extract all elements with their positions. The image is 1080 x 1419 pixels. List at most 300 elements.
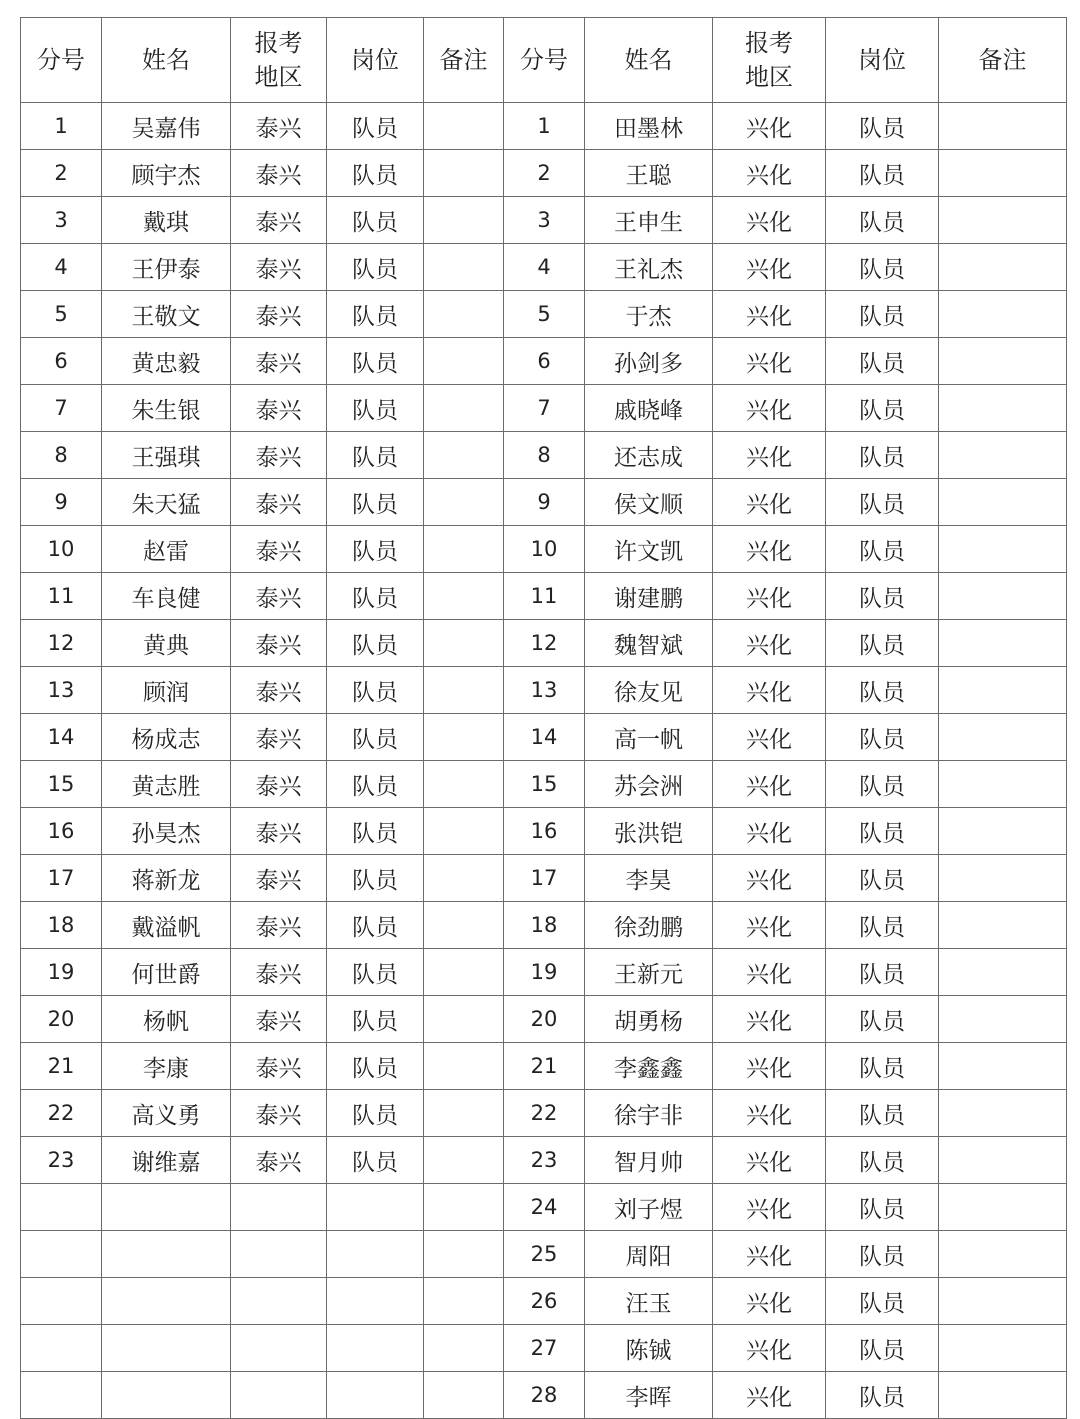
right-note-cell — [939, 1231, 1067, 1278]
left-post-cell: 队员 — [327, 620, 424, 667]
left-no-cell — [21, 1325, 102, 1372]
right-note-cell — [939, 103, 1067, 150]
right-no-cell: 11 — [504, 573, 585, 620]
right-no-cell: 9 — [504, 479, 585, 526]
left-no-cell — [21, 1372, 102, 1419]
left-name-cell: 赵雷 — [102, 526, 231, 573]
left-name-cell: 高义勇 — [102, 1090, 231, 1137]
right-name-cell: 许文凯 — [585, 526, 713, 573]
right-post-cell: 队员 — [826, 526, 939, 573]
left-region-cell: 泰兴 — [231, 479, 327, 526]
left-no-cell: 22 — [21, 1090, 102, 1137]
table-row — [21, 1090, 1067, 1137]
left-note-cell — [424, 996, 504, 1043]
right-region-cell: 兴化 — [713, 573, 826, 620]
header-left-note: 备注 — [424, 18, 504, 103]
header-right-note: 备注 — [939, 18, 1067, 103]
header-row — [21, 18, 1067, 103]
right-name-cell: 戚晓峰 — [585, 385, 713, 432]
right-note-cell — [939, 902, 1067, 949]
left-note-cell — [424, 526, 504, 573]
left-name-cell: 车良健 — [102, 573, 231, 620]
left-note-cell — [424, 902, 504, 949]
left-post-cell: 队员 — [327, 667, 424, 714]
table-row — [21, 902, 1067, 949]
right-no-cell: 22 — [504, 1090, 585, 1137]
left-note-cell — [424, 620, 504, 667]
right-no-cell: 10 — [504, 526, 585, 573]
left-no-cell: 4 — [21, 244, 102, 291]
table-row — [21, 150, 1067, 197]
right-note-cell — [939, 855, 1067, 902]
right-region-cell: 兴化 — [713, 150, 826, 197]
table-row — [21, 808, 1067, 855]
left-no-cell: 9 — [21, 479, 102, 526]
header-left-region — [231, 18, 327, 103]
header-right-no: 分号 — [504, 18, 585, 103]
left-note-cell — [424, 1043, 504, 1090]
right-region-cell: 兴化 — [713, 244, 826, 291]
left-post-cell — [327, 1278, 424, 1325]
left-no-cell: 1 — [21, 103, 102, 150]
left-no-cell: 21 — [21, 1043, 102, 1090]
right-post-cell: 队员 — [826, 197, 939, 244]
left-post-cell: 队员 — [327, 338, 424, 385]
header-right-name: 姓名 — [585, 18, 713, 103]
left-region-cell: 泰兴 — [231, 291, 327, 338]
left-region-cell: 泰兴 — [231, 432, 327, 479]
table-row — [21, 385, 1067, 432]
table-row — [21, 291, 1067, 338]
left-post-cell — [327, 1231, 424, 1278]
left-name-cell: 朱生银 — [102, 385, 231, 432]
table-row — [21, 1231, 1067, 1278]
right-post-cell: 队员 — [826, 949, 939, 996]
left-name-cell: 黄典 — [102, 620, 231, 667]
left-note-cell — [424, 1325, 504, 1372]
left-name-cell: 朱天猛 — [102, 479, 231, 526]
left-post-cell: 队员 — [327, 385, 424, 432]
left-no-cell: 23 — [21, 1137, 102, 1184]
right-no-cell: 18 — [504, 902, 585, 949]
left-note-cell — [424, 150, 504, 197]
right-note-cell — [939, 385, 1067, 432]
left-region-cell: 泰兴 — [231, 808, 327, 855]
right-name-cell: 李晖 — [585, 1372, 713, 1419]
left-no-cell: 8 — [21, 432, 102, 479]
right-name-cell: 高一帆 — [585, 714, 713, 761]
right-name-cell: 苏会洲 — [585, 761, 713, 808]
table-row — [21, 714, 1067, 761]
left-post-cell: 队员 — [327, 808, 424, 855]
right-post-cell: 队员 — [826, 902, 939, 949]
right-no-cell: 6 — [504, 338, 585, 385]
left-note-cell — [424, 714, 504, 761]
right-note-cell — [939, 1090, 1067, 1137]
table-row — [21, 855, 1067, 902]
right-post-cell: 队员 — [826, 1231, 939, 1278]
left-region-cell: 泰兴 — [231, 902, 327, 949]
right-post-cell: 队员 — [826, 479, 939, 526]
right-region-cell: 兴化 — [713, 1137, 826, 1184]
table-row — [21, 620, 1067, 667]
left-post-cell: 队员 — [327, 1137, 424, 1184]
right-no-cell: 27 — [504, 1325, 585, 1372]
left-note-cell — [424, 855, 504, 902]
header-left-post: 岗位 — [327, 18, 424, 103]
left-post-cell: 队员 — [327, 855, 424, 902]
right-region-cell: 兴化 — [713, 1090, 826, 1137]
table-row — [21, 1184, 1067, 1231]
left-no-cell: 10 — [21, 526, 102, 573]
left-name-cell — [102, 1278, 231, 1325]
left-region-cell: 泰兴 — [231, 949, 327, 996]
left-post-cell — [327, 1372, 424, 1419]
table-row — [21, 1325, 1067, 1372]
right-post-cell: 队员 — [826, 1090, 939, 1137]
left-post-cell: 队员 — [327, 244, 424, 291]
left-note-cell — [424, 1090, 504, 1137]
left-region-cell: 泰兴 — [231, 1090, 327, 1137]
right-post-cell: 队员 — [826, 667, 939, 714]
table-row — [21, 1137, 1067, 1184]
left-region-cell — [231, 1372, 327, 1419]
right-note-cell — [939, 432, 1067, 479]
left-note-cell — [424, 103, 504, 150]
left-note-cell — [424, 338, 504, 385]
table-row — [21, 526, 1067, 573]
right-name-cell: 田墨林 — [585, 103, 713, 150]
left-post-cell: 队员 — [327, 949, 424, 996]
right-region-cell: 兴化 — [713, 714, 826, 761]
table-row — [21, 573, 1067, 620]
left-post-cell: 队员 — [327, 150, 424, 197]
right-name-cell: 周阳 — [585, 1231, 713, 1278]
right-name-cell: 王新元 — [585, 949, 713, 996]
left-no-cell: 17 — [21, 855, 102, 902]
left-note-cell — [424, 197, 504, 244]
right-region-cell: 兴化 — [713, 197, 826, 244]
right-note-cell — [939, 1043, 1067, 1090]
left-region-cell — [231, 1278, 327, 1325]
left-no-cell: 14 — [21, 714, 102, 761]
left-note-cell — [424, 761, 504, 808]
table-row — [21, 1043, 1067, 1090]
right-region-cell: 兴化 — [713, 385, 826, 432]
left-name-cell: 王伊泰 — [102, 244, 231, 291]
left-post-cell: 队员 — [327, 902, 424, 949]
left-no-cell — [21, 1231, 102, 1278]
table-row — [21, 667, 1067, 714]
right-no-cell: 16 — [504, 808, 585, 855]
left-post-cell: 队员 — [327, 714, 424, 761]
table-row — [21, 996, 1067, 1043]
left-name-cell: 蒋新龙 — [102, 855, 231, 902]
right-no-cell: 15 — [504, 761, 585, 808]
left-region-cell: 泰兴 — [231, 103, 327, 150]
right-note-cell — [939, 1372, 1067, 1419]
header-left-name: 姓名 — [102, 18, 231, 103]
left-name-cell: 戴溢帆 — [102, 902, 231, 949]
left-no-cell: 15 — [21, 761, 102, 808]
table-row — [21, 432, 1067, 479]
left-no-cell: 19 — [21, 949, 102, 996]
left-note-cell — [424, 291, 504, 338]
right-post-cell: 队员 — [826, 1043, 939, 1090]
right-post-cell: 队员 — [826, 291, 939, 338]
left-no-cell: 20 — [21, 996, 102, 1043]
right-no-cell: 21 — [504, 1043, 585, 1090]
right-post-cell: 队员 — [826, 432, 939, 479]
left-region-cell: 泰兴 — [231, 620, 327, 667]
left-post-cell: 队员 — [327, 291, 424, 338]
right-post-cell: 队员 — [826, 385, 939, 432]
left-note-cell — [424, 432, 504, 479]
right-no-cell: 8 — [504, 432, 585, 479]
right-note-cell — [939, 761, 1067, 808]
left-region-cell — [231, 1325, 327, 1372]
right-post-cell: 队员 — [826, 855, 939, 902]
left-name-cell: 吴嘉伟 — [102, 103, 231, 150]
left-note-cell — [424, 573, 504, 620]
right-region-cell: 兴化 — [713, 761, 826, 808]
left-name-cell: 李康 — [102, 1043, 231, 1090]
right-no-cell: 5 — [504, 291, 585, 338]
left-name-cell: 黄忠毅 — [102, 338, 231, 385]
left-region-cell: 泰兴 — [231, 667, 327, 714]
left-region-cell: 泰兴 — [231, 526, 327, 573]
right-no-cell: 23 — [504, 1137, 585, 1184]
right-region-cell: 兴化 — [713, 1372, 826, 1419]
left-name-cell: 王敬文 — [102, 291, 231, 338]
table-row — [21, 244, 1067, 291]
left-no-cell: 11 — [21, 573, 102, 620]
right-name-cell: 刘子煜 — [585, 1184, 713, 1231]
left-name-cell: 王强琪 — [102, 432, 231, 479]
table-row — [21, 197, 1067, 244]
header-right-region-label: 报考地区 — [744, 29, 793, 91]
right-post-cell: 队员 — [826, 338, 939, 385]
right-post-cell: 队员 — [826, 714, 939, 761]
table-row — [21, 103, 1067, 150]
left-name-cell: 顾宇杰 — [102, 150, 231, 197]
right-note-cell — [939, 808, 1067, 855]
left-name-cell — [102, 1231, 231, 1278]
right-note-cell — [939, 1137, 1067, 1184]
right-post-cell: 队员 — [826, 150, 939, 197]
right-no-cell: 3 — [504, 197, 585, 244]
left-no-cell: 13 — [21, 667, 102, 714]
right-post-cell: 队员 — [826, 573, 939, 620]
left-post-cell: 队员 — [327, 573, 424, 620]
right-post-cell: 队员 — [826, 808, 939, 855]
roster-body — [21, 103, 1067, 1419]
right-note-cell — [939, 996, 1067, 1043]
left-name-cell: 谢维嘉 — [102, 1137, 231, 1184]
right-post-cell: 队员 — [826, 1325, 939, 1372]
header-left-no: 分号 — [21, 18, 102, 103]
left-name-cell: 孙昊杰 — [102, 808, 231, 855]
right-note-cell — [939, 526, 1067, 573]
right-region-cell: 兴化 — [713, 855, 826, 902]
right-note-cell — [939, 197, 1067, 244]
left-no-cell — [21, 1278, 102, 1325]
left-region-cell: 泰兴 — [231, 761, 327, 808]
right-note-cell — [939, 714, 1067, 761]
right-region-cell: 兴化 — [713, 1278, 826, 1325]
right-name-cell: 王聪 — [585, 150, 713, 197]
left-post-cell: 队员 — [327, 526, 424, 573]
left-no-cell — [21, 1184, 102, 1231]
right-no-cell: 28 — [504, 1372, 585, 1419]
table-row — [21, 761, 1067, 808]
right-post-cell: 队员 — [826, 761, 939, 808]
right-note-cell — [939, 338, 1067, 385]
right-name-cell: 孙剑多 — [585, 338, 713, 385]
right-region-cell: 兴化 — [713, 1325, 826, 1372]
right-name-cell: 徐宇非 — [585, 1090, 713, 1137]
right-region-cell: 兴化 — [713, 432, 826, 479]
left-region-cell: 泰兴 — [231, 573, 327, 620]
right-name-cell: 还志成 — [585, 432, 713, 479]
left-post-cell: 队员 — [327, 197, 424, 244]
right-note-cell — [939, 949, 1067, 996]
right-note-cell — [939, 1325, 1067, 1372]
left-no-cell: 16 — [21, 808, 102, 855]
left-region-cell — [231, 1231, 327, 1278]
right-no-cell: 26 — [504, 1278, 585, 1325]
left-region-cell: 泰兴 — [231, 197, 327, 244]
left-no-cell: 3 — [21, 197, 102, 244]
right-region-cell: 兴化 — [713, 808, 826, 855]
right-post-cell: 队员 — [826, 1137, 939, 1184]
right-note-cell — [939, 620, 1067, 667]
right-no-cell: 19 — [504, 949, 585, 996]
right-name-cell: 智月帅 — [585, 1137, 713, 1184]
right-post-cell: 队员 — [826, 103, 939, 150]
left-region-cell: 泰兴 — [231, 150, 327, 197]
left-no-cell: 18 — [21, 902, 102, 949]
left-note-cell — [424, 1372, 504, 1419]
right-no-cell: 17 — [504, 855, 585, 902]
left-post-cell — [327, 1184, 424, 1231]
right-region-cell: 兴化 — [713, 949, 826, 996]
left-post-cell: 队员 — [327, 479, 424, 526]
left-no-cell: 5 — [21, 291, 102, 338]
left-name-cell — [102, 1184, 231, 1231]
left-name-cell: 黄志胜 — [102, 761, 231, 808]
right-note-cell — [939, 573, 1067, 620]
right-region-cell: 兴化 — [713, 479, 826, 526]
left-region-cell: 泰兴 — [231, 1043, 327, 1090]
left-post-cell — [327, 1325, 424, 1372]
right-post-cell: 队员 — [826, 1372, 939, 1419]
right-no-cell: 4 — [504, 244, 585, 291]
left-note-cell — [424, 479, 504, 526]
right-name-cell: 张洪铠 — [585, 808, 713, 855]
left-post-cell: 队员 — [327, 1043, 424, 1090]
right-name-cell: 侯文顺 — [585, 479, 713, 526]
right-no-cell: 7 — [504, 385, 585, 432]
left-region-cell: 泰兴 — [231, 996, 327, 1043]
left-region-cell: 泰兴 — [231, 244, 327, 291]
header-right-region — [713, 18, 826, 103]
table-row — [21, 949, 1067, 996]
right-no-cell: 2 — [504, 150, 585, 197]
right-no-cell: 14 — [504, 714, 585, 761]
left-note-cell — [424, 949, 504, 996]
left-name-cell: 何世爵 — [102, 949, 231, 996]
left-note-cell — [424, 385, 504, 432]
left-name-cell: 杨帆 — [102, 996, 231, 1043]
roster-table — [20, 17, 1067, 1419]
right-note-cell — [939, 667, 1067, 714]
left-no-cell: 7 — [21, 385, 102, 432]
right-name-cell: 于杰 — [585, 291, 713, 338]
left-region-cell: 泰兴 — [231, 385, 327, 432]
left-no-cell: 6 — [21, 338, 102, 385]
left-note-cell — [424, 1231, 504, 1278]
right-name-cell: 王礼杰 — [585, 244, 713, 291]
right-name-cell: 魏智斌 — [585, 620, 713, 667]
left-note-cell — [424, 808, 504, 855]
left-note-cell — [424, 1184, 504, 1231]
right-note-cell — [939, 1184, 1067, 1231]
right-region-cell: 兴化 — [713, 1231, 826, 1278]
left-post-cell: 队员 — [327, 996, 424, 1043]
left-region-cell: 泰兴 — [231, 714, 327, 761]
left-name-cell — [102, 1325, 231, 1372]
left-post-cell: 队员 — [327, 432, 424, 479]
left-note-cell — [424, 244, 504, 291]
right-name-cell: 徐友见 — [585, 667, 713, 714]
right-region-cell: 兴化 — [713, 1043, 826, 1090]
left-post-cell: 队员 — [327, 1090, 424, 1137]
left-no-cell: 2 — [21, 150, 102, 197]
right-region-cell: 兴化 — [713, 103, 826, 150]
right-note-cell — [939, 150, 1067, 197]
right-note-cell — [939, 291, 1067, 338]
header-right-post: 岗位 — [826, 18, 939, 103]
right-region-cell: 兴化 — [713, 291, 826, 338]
right-region-cell: 兴化 — [713, 667, 826, 714]
right-region-cell: 兴化 — [713, 338, 826, 385]
table-row — [21, 338, 1067, 385]
right-name-cell: 汪玉 — [585, 1278, 713, 1325]
right-name-cell: 陈铖 — [585, 1325, 713, 1372]
left-region-cell: 泰兴 — [231, 855, 327, 902]
right-no-cell: 1 — [504, 103, 585, 150]
left-note-cell — [424, 1278, 504, 1325]
left-name-cell — [102, 1372, 231, 1419]
left-no-cell: 12 — [21, 620, 102, 667]
right-name-cell: 胡勇杨 — [585, 996, 713, 1043]
right-region-cell: 兴化 — [713, 996, 826, 1043]
right-post-cell: 队员 — [826, 1278, 939, 1325]
left-post-cell: 队员 — [327, 761, 424, 808]
right-name-cell: 李鑫鑫 — [585, 1043, 713, 1090]
right-name-cell: 王申生 — [585, 197, 713, 244]
right-no-cell: 24 — [504, 1184, 585, 1231]
right-post-cell: 队员 — [826, 996, 939, 1043]
left-name-cell: 戴琪 — [102, 197, 231, 244]
right-post-cell: 队员 — [826, 244, 939, 291]
right-note-cell — [939, 1278, 1067, 1325]
left-region-cell: 泰兴 — [231, 1137, 327, 1184]
left-note-cell — [424, 1137, 504, 1184]
right-post-cell: 队员 — [826, 620, 939, 667]
right-no-cell: 12 — [504, 620, 585, 667]
